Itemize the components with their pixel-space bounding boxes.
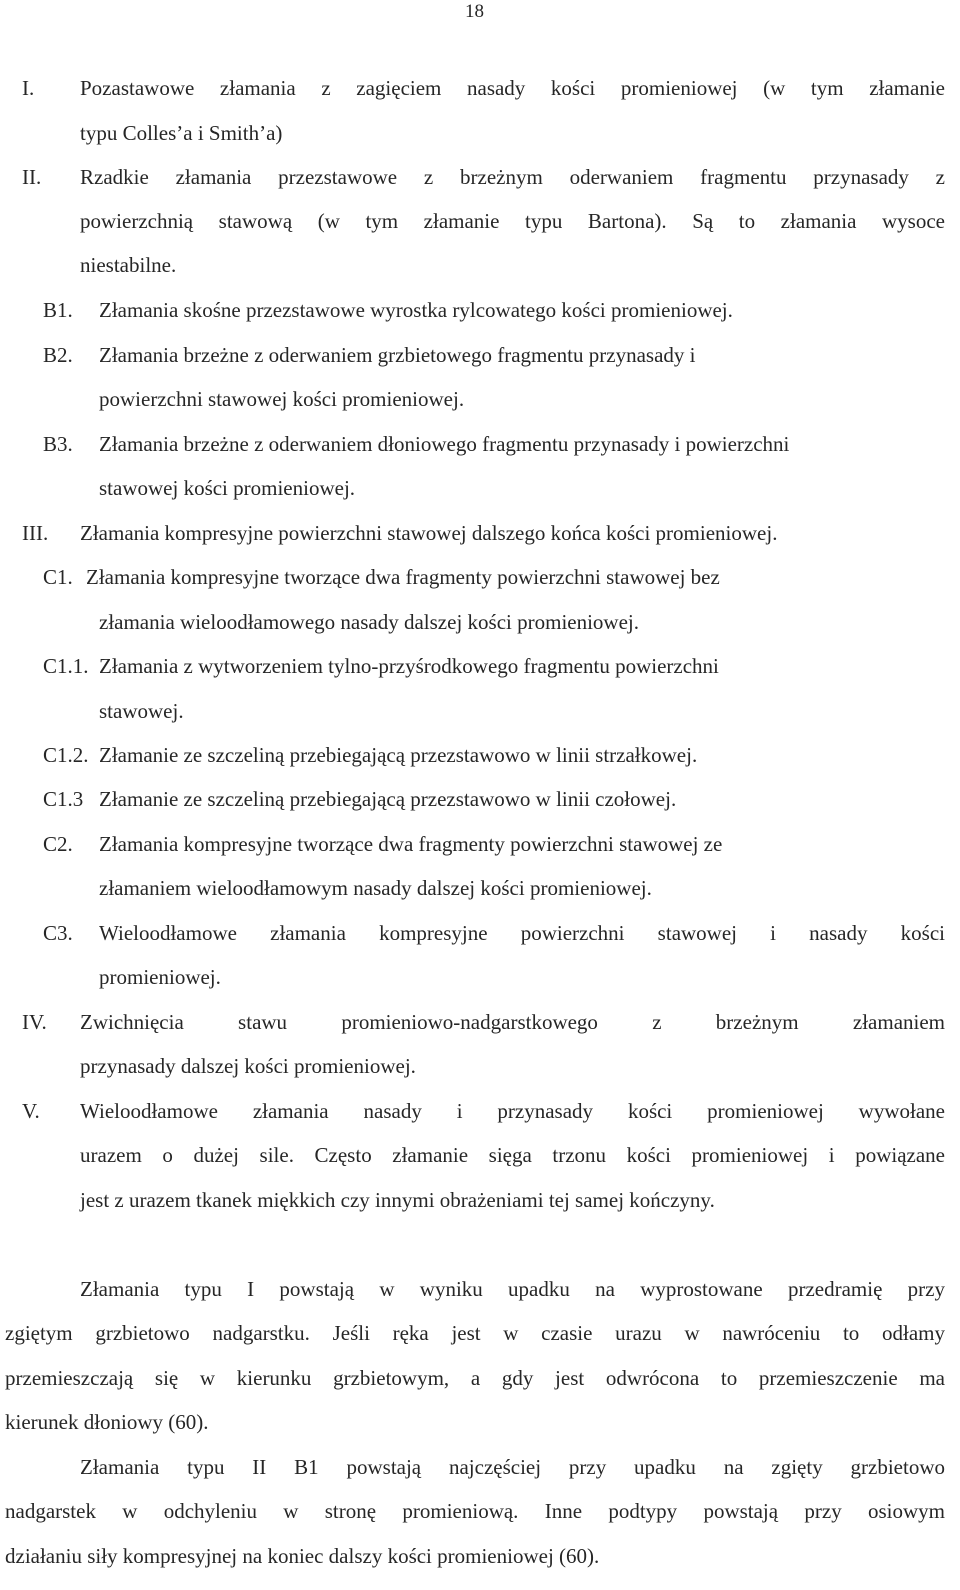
item-V-line-1: Wieloodłamowe złamania nasady i przynasady kości promieniowej wywołane — [80, 1099, 945, 1123]
paragraph-1-line-1: Złamania typu I powstają w wyniku upadku na wyprostowane przedramię przy — [80, 1277, 945, 1301]
item-label-B1: B1. — [43, 298, 73, 322]
item-B1-line-1: Złamania skośne przezstawowe wyrostka rylcowatego kości promieniowej. — [99, 298, 733, 322]
item-B2-line-2: powierzchni stawowej kości promieniowej. — [99, 387, 465, 411]
item-V-line-3: jest z urazem tkanek miękkich czy innymi obrażeniami tej samej kończyny. — [80, 1188, 715, 1212]
item-IV-line-2: przynasady dalszej kości promieniowej. — [80, 1054, 416, 1078]
item-I-line-2: typu Colles’a i Smith’a) — [80, 121, 283, 145]
paragraph-2-line-1: Złamania typu II B1 powstają najczęściej przy upadku na zgięty grzbietowo — [80, 1455, 945, 1479]
item-C2-line-2: złamaniem wieloodłamowym nasady dalszej kości promieniowej. — [99, 876, 652, 900]
item-label-C2: C2. — [43, 832, 73, 856]
item-label-C1-3: C1.3 — [43, 787, 84, 811]
item-label-C3: C3. — [43, 921, 73, 945]
item-C3-line-2: promieniowej. — [99, 965, 221, 989]
item-label-C1: C1. — [43, 565, 73, 589]
item-IV-line-1: Zwichnięcia stawu promieniowo-nadgarstkowego z brzeżnym złamaniem — [80, 1010, 945, 1034]
item-label-B2: B2. — [43, 343, 73, 367]
item-label-I: I. — [22, 76, 35, 100]
item-label-C1-1: C1.1. — [43, 654, 89, 678]
paragraph-1-line-2: zgiętym grzbietowo nadgarstku. Jeśli ręka jest w czasie urazu w nawróceniu to odłamy — [5, 1321, 945, 1345]
item-label-IV: IV. — [22, 1010, 47, 1034]
item-C2-line-1: Złamania kompresyjne tworzące dwa fragmenty powierzchni stawowej ze — [99, 832, 723, 856]
paragraph-2-line-2: nadgarstek w odchyleniu w stronę promieniową. Inne podtypy powstają przy osiowym — [5, 1499, 945, 1523]
item-C1-line-2: złamania wieloodłamowego nasady dalszej kości promieniowej. — [99, 610, 640, 634]
item-label-V: V. — [22, 1099, 40, 1123]
paragraph-2-line-3: działaniu siły kompresyjnej na koniec dalszy kości promieniowej (60). — [5, 1544, 600, 1568]
item-C1-1-line-2: stawowej. — [99, 699, 184, 723]
item-label-II: II. — [22, 165, 42, 189]
item-II-line-3: niestabilne. — [80, 253, 177, 277]
item-B3-line-2: stawowej kości promieniowej. — [99, 476, 356, 500]
item-C1-2-line-1: Złamanie ze szczeliną przebiegającą przezstawowo w linii strzałkowej. — [99, 743, 698, 767]
item-II-line-2: powierzchnią stawową (w tym złamanie typu Bartona). Są to złamania wysoce — [80, 209, 945, 233]
item-C1-3-line-1: Złamanie ze szczeliną przebiegającą przezstawowo w linii czołowej. — [99, 787, 677, 811]
paragraph-1-line-3: przemieszczają się w kierunku grzbietowym, a gdy jest odwrócona to przemieszczenie ma — [5, 1366, 945, 1390]
item-B3-line-1: Złamania brzeżne z oderwaniem dłoniowego fragmentu przynasady i powierzchni — [99, 432, 790, 456]
item-C3-line-1: Wieloodłamowe złamania kompresyjne powierzchni stawowej i nasady kości — [99, 921, 945, 945]
item-label-B3: B3. — [43, 432, 73, 456]
item-II-line-1: Rzadkie złamania przezstawowe z brzeżnym oderwaniem fragmentu przynasady z — [80, 165, 945, 189]
item-label-III: III. — [22, 521, 49, 545]
item-label-C1-2: C1.2. — [43, 743, 89, 767]
page-number: 18 — [465, 1, 484, 22]
item-C1-line-1: Złamania kompresyjne tworzące dwa fragmenty powierzchni stawowej bez — [86, 565, 720, 589]
item-C1-1-line-1: Złamania z wytworzeniem tylno-przyśrodkowego fragmentu powierzchni — [99, 654, 719, 678]
item-B2-line-1: Złamania brzeżne z oderwaniem grzbietowego fragmentu przynasady i — [99, 343, 696, 367]
item-I-line-1: Pozastawowe złamania z zagięciem nasady kości promieniowej (w tym złamanie — [80, 76, 945, 100]
item-V-line-2: urazem o dużej sile. Często złamanie sięga trzonu kości promieniowej i powiązane — [80, 1143, 945, 1167]
paragraph-1-line-4: kierunek dłoniowy (60). — [5, 1410, 209, 1434]
item-III-line-1: Złamania kompresyjne powierzchni stawowej dalszego końca kości promieniowej. — [80, 521, 778, 545]
